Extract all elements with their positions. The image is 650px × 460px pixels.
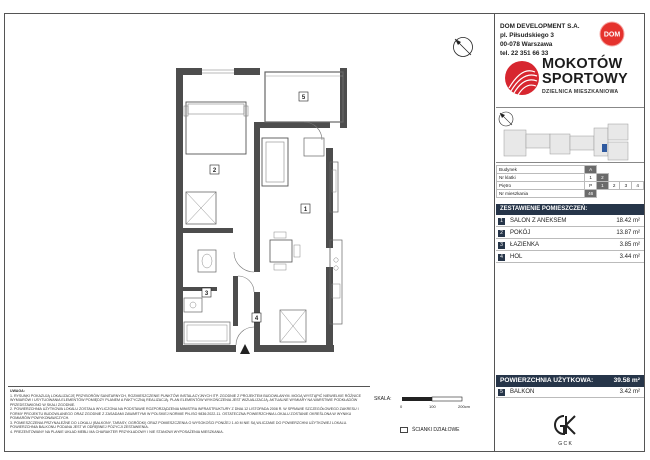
- plan-label-2: 2: [212, 168, 217, 174]
- total-label: POWIERZCHNIA UŻYTKOWA:: [500, 377, 594, 384]
- floor-plan: [170, 62, 360, 360]
- rooms-title: ZESTAWIENIE POMIESZCZEŃ:: [496, 204, 644, 215]
- site-compass-icon: [499, 112, 513, 126]
- room-name: SALON Z ANEKSEM: [510, 218, 567, 224]
- note-item: 4. PREZENTOWANY NA PLANIE UKŁAD MEBLI MA CHARAKTER PRZYKŁADOWY I NIE STANOWI WYPOSAŻENIA MIESZKANIA.: [10, 429, 224, 434]
- info-cell: 4: [632, 182, 644, 190]
- note-item: 1. RYSUNKI POKAZUJĄ LOKALIZACJĘ PRZYBORÓW SANITARNYCH, ROZMIESZCZENIE PUNKTÓW INSTALACYJNYCH ITP. ZGODNIE Z PROJEKTEM BUDOWLANYM. MOGĄ WYSTĄPIĆ NIEWIELKIE RÓŻNICE WYMIARÓW I USYTUOWANIA ELEMENTÓW POMIĘDZY PLANEM A FAKTYCZNĄ REALIZACJĄ. PLAN ELEMENTÓW WYKOŃCZENIA JEST WIZUALIZACJĄ. AKTUALNE WYMIARY NA WARSTWIE PODKŁADÓW PRZEDSTAWIONO W SKALI ZGODNIE.: [10, 393, 361, 407]
- room-number: 1: [498, 218, 505, 225]
- info-cell: 46: [585, 190, 597, 198]
- room-area: 3.42 m²: [619, 389, 640, 395]
- info-row-apartment: [497, 190, 644, 198]
- total-value: 39.58 m²: [613, 377, 640, 384]
- info-label: Nr mieszkania: [497, 190, 585, 198]
- scale-tick: 0: [400, 404, 403, 409]
- scale-bar-graphic: [400, 396, 468, 404]
- info-row-floor: [497, 182, 644, 190]
- notes-divider: [8, 386, 370, 387]
- company-street: pl. Piłsudskiego 3: [500, 32, 554, 39]
- info-cell: 2: [597, 174, 609, 182]
- room-number: 2: [498, 230, 505, 237]
- apartment-info-table: [496, 165, 644, 198]
- notes-title: UWAGA:: [10, 389, 25, 393]
- brand-subtitle: DZIELNICA MIESZKANIOWA: [542, 89, 619, 95]
- room-area: 18.42 m²: [616, 218, 640, 224]
- info-row-stair: [497, 174, 644, 182]
- scale-label: SKALA:: [374, 396, 392, 402]
- info-cell: 1: [585, 174, 597, 182]
- info-cell: A: [585, 166, 597, 174]
- note-item: 3. POMIESZCZENIA PRZYNALEŻNE DO LOKALU (BALKONY, TARASY, OGRÓDKI) ORAZ POMIESZCZENIA O WYSOKOŚCI PONIŻEJ 1.40 M NIE SĄ WLICZANE DO POWIERZCHNI UŻYTKOWEJ LOKALU. POWIERZCHNIA BALKONU PODANA JEST W ODRĘBNEJ POZYCJI ZESTAWIENIA.: [10, 420, 348, 429]
- plan-label-5: 5: [301, 95, 306, 101]
- note-item: 2. POWIERZCHNIA UŻYTKOWA LOKALU ZOSTAŁA WYLICZONA NA PODSTAWIE ROZPORZĄDZENIA MINISTRA INFRASTRUKTURY Z DNIA 12 LISTOPADA 2008 R. W SPRAWIE SZCZEGÓŁOWEGO ZAKRESU I FORMY PROJEKTU BUDOWLANEGO ORAZ ZGODNIE Z ZASADAMI ZAWARTYMI W POLSKIEJ NORMIE PN-ISO 9836:2022-11. OSTATECZNA POWIERZCHNIA LOKALU ZOSTANIE OKREŚLONA W WYNIKU POMIARÓW POWYKONAWCZYCH.: [10, 407, 359, 420]
- brand-emblem-icon: [504, 58, 540, 98]
- company-info: [500, 22, 592, 58]
- north-arrow-icon: [452, 36, 474, 58]
- site-plan: [496, 107, 644, 163]
- balcony-row: [496, 387, 644, 398]
- company-city: 00-078 Warszawa: [500, 41, 553, 48]
- room-name: BALKON: [510, 389, 535, 395]
- room-row: [496, 252, 644, 263]
- dom-logo: [595, 20, 629, 48]
- dom-logo-text: DOM: [603, 31, 621, 39]
- info-cell: P: [585, 182, 597, 190]
- room-area: 13.87 m²: [616, 230, 640, 236]
- brand-title-line1: MOKOTÓW: [542, 56, 623, 72]
- info-cell: 3: [620, 182, 632, 190]
- room-area: 3.44 m²: [619, 254, 640, 260]
- scale-tick: 200cm: [458, 404, 471, 409]
- scale-bar: [374, 392, 492, 414]
- room-number: 4: [498, 254, 505, 261]
- plan-label-3: 3: [204, 291, 209, 297]
- legend-label: ŚCIANKI DZIAŁOWE: [412, 427, 460, 433]
- room-row: [496, 216, 644, 227]
- legend: [374, 424, 492, 438]
- company-phone: tel. 22 351 66 33: [500, 50, 549, 57]
- room-number: 3: [498, 242, 505, 249]
- room-name: ŁAZIENKA: [510, 242, 540, 248]
- info-label: Nr klatki: [497, 174, 585, 182]
- site-plan-drawing: [496, 108, 644, 164]
- apartment-location-marker: [602, 144, 607, 152]
- info-label: Piętro: [497, 182, 585, 190]
- scale-tick: 100: [429, 404, 436, 409]
- gck-logo: [548, 412, 582, 448]
- plan-label-4: 4: [254, 316, 259, 322]
- column-divider: [494, 13, 495, 452]
- gck-logo-text: G C K: [558, 441, 572, 447]
- room-area: 3.85 m²: [619, 242, 640, 248]
- project-brand: [500, 56, 640, 104]
- company-name: DOM DEVELOPMENT S.A.: [500, 23, 580, 30]
- room-name: HOL: [510, 254, 523, 260]
- room-row: [496, 240, 644, 251]
- room-number: 5: [498, 389, 505, 396]
- brand-title: [542, 57, 628, 87]
- info-label: Budynek: [497, 166, 585, 174]
- info-cell: 2: [608, 182, 620, 190]
- notes: [10, 389, 366, 434]
- legend-swatch: [400, 427, 408, 433]
- info-row-building: [497, 166, 644, 174]
- total-usable-area: [496, 375, 644, 387]
- room-row: [496, 228, 644, 239]
- plan-label-1: 1: [303, 207, 308, 213]
- room-name: POKÓJ: [510, 230, 531, 236]
- brand-title-line2: SPORTOWY: [542, 71, 628, 87]
- info-cell: 1: [597, 182, 609, 190]
